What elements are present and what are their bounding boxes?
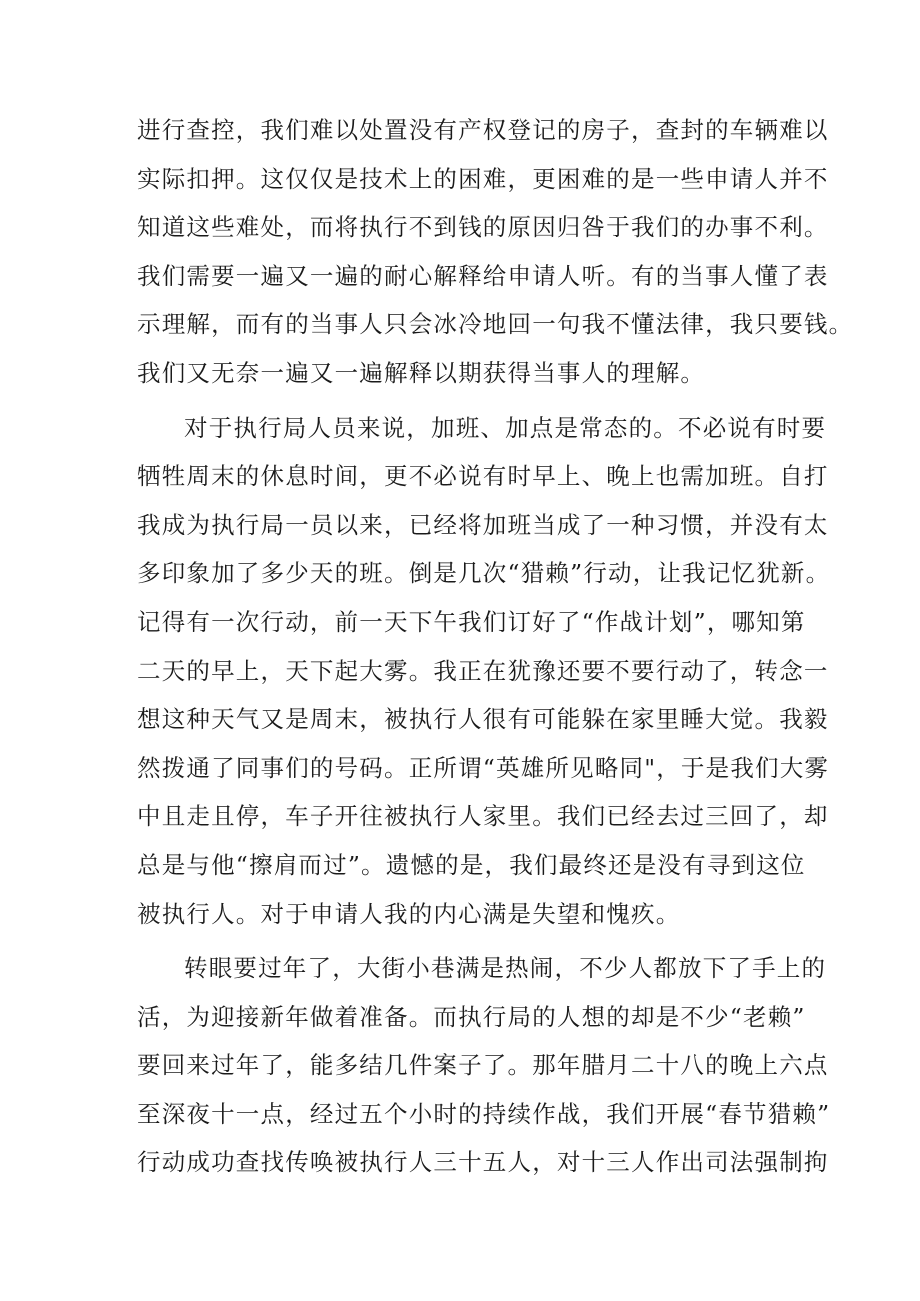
body-text (137, 106, 854, 1187)
text-line: 想这种天气又是周末，被执行人很有可能躲在家里睡大觉。我毅 (137, 705, 829, 734)
text-line: 被执行人。对于申请人我的内心满是失望和愧疚。 (137, 899, 681, 928)
text-line: 我成为执行局一员以来，已经将加班当成了一种习惯，并没有太 (137, 510, 829, 539)
text-line: 牺牲周末的休息时间，更不必说有时早上、晚上也需加班。自打 (137, 462, 829, 491)
text-line: 示理解，而有的当事人只会冰冷地回一句我不懂法律，我只要钱。 (137, 310, 854, 339)
text-line: 知道这些难处，而将执行不到钱的原因归咎于我们的办事不利。 (137, 213, 829, 242)
text-line: 记得有一次行动，前一天下午我们订好了“作战计划”，哪知第 (137, 607, 806, 636)
text-line: 至深夜十一点，经过五个小时的持续作战，我们开展“春节猎赖” (137, 1099, 831, 1128)
text-line: 对于执行局人员来说，加班、加点是常态的。不必说有时要 (184, 413, 827, 442)
paragraph-2 (137, 404, 831, 939)
paragraph-1 (137, 106, 854, 398)
paragraph-3 (137, 944, 831, 1187)
text-line: 我们需要一遍又一遍的耐心解释给申请人听。有的当事人懂了表 (137, 261, 829, 290)
text-line: 二天的早上，天下起大雾。我正在犹豫还要不要行动了，转念一 (137, 656, 829, 685)
text-line: 中且走且停，车子开往被执行人家里。我们已经去过三回了，却 (137, 802, 829, 831)
text-line: 行动成功查找传唤被执行人三十五人，对十三人作出司法强制拘 (137, 1148, 829, 1177)
text-line: 多印象加了多少天的班。倒是几次“猎赖”行动，让我记忆犹新。 (137, 559, 831, 588)
text-line: 进行查控，我们难以处置没有产权登记的房子，查封的车辆难以 (137, 116, 829, 144)
text-line: 总是与他“擦肩而过”。遗憾的是，我们最终还是没有寻到这位 (137, 850, 806, 879)
text-line: 然拨通了同事们的号码。正所谓“英雄所见略同"，于是我们大雾 (137, 753, 830, 782)
text-line: 实际扣押。这仅仅是技术上的困难，更困难的是一些申请人并不 (137, 164, 829, 193)
text-line: 我们又无奈一遍又一遍解释以期获得当事人的理解。 (137, 358, 706, 387)
text-line: 转眼要过年了，大街小巷满是热闹，不少人都放下了手上的 (184, 954, 827, 983)
text-line: 要回来过年了，能多结几件案子了。那年腊月二十八的晚上六点 (137, 1051, 829, 1080)
text-line: 活，为迎接新年做着准备。而执行局的人想的却是不少“老赖” (137, 1002, 806, 1031)
